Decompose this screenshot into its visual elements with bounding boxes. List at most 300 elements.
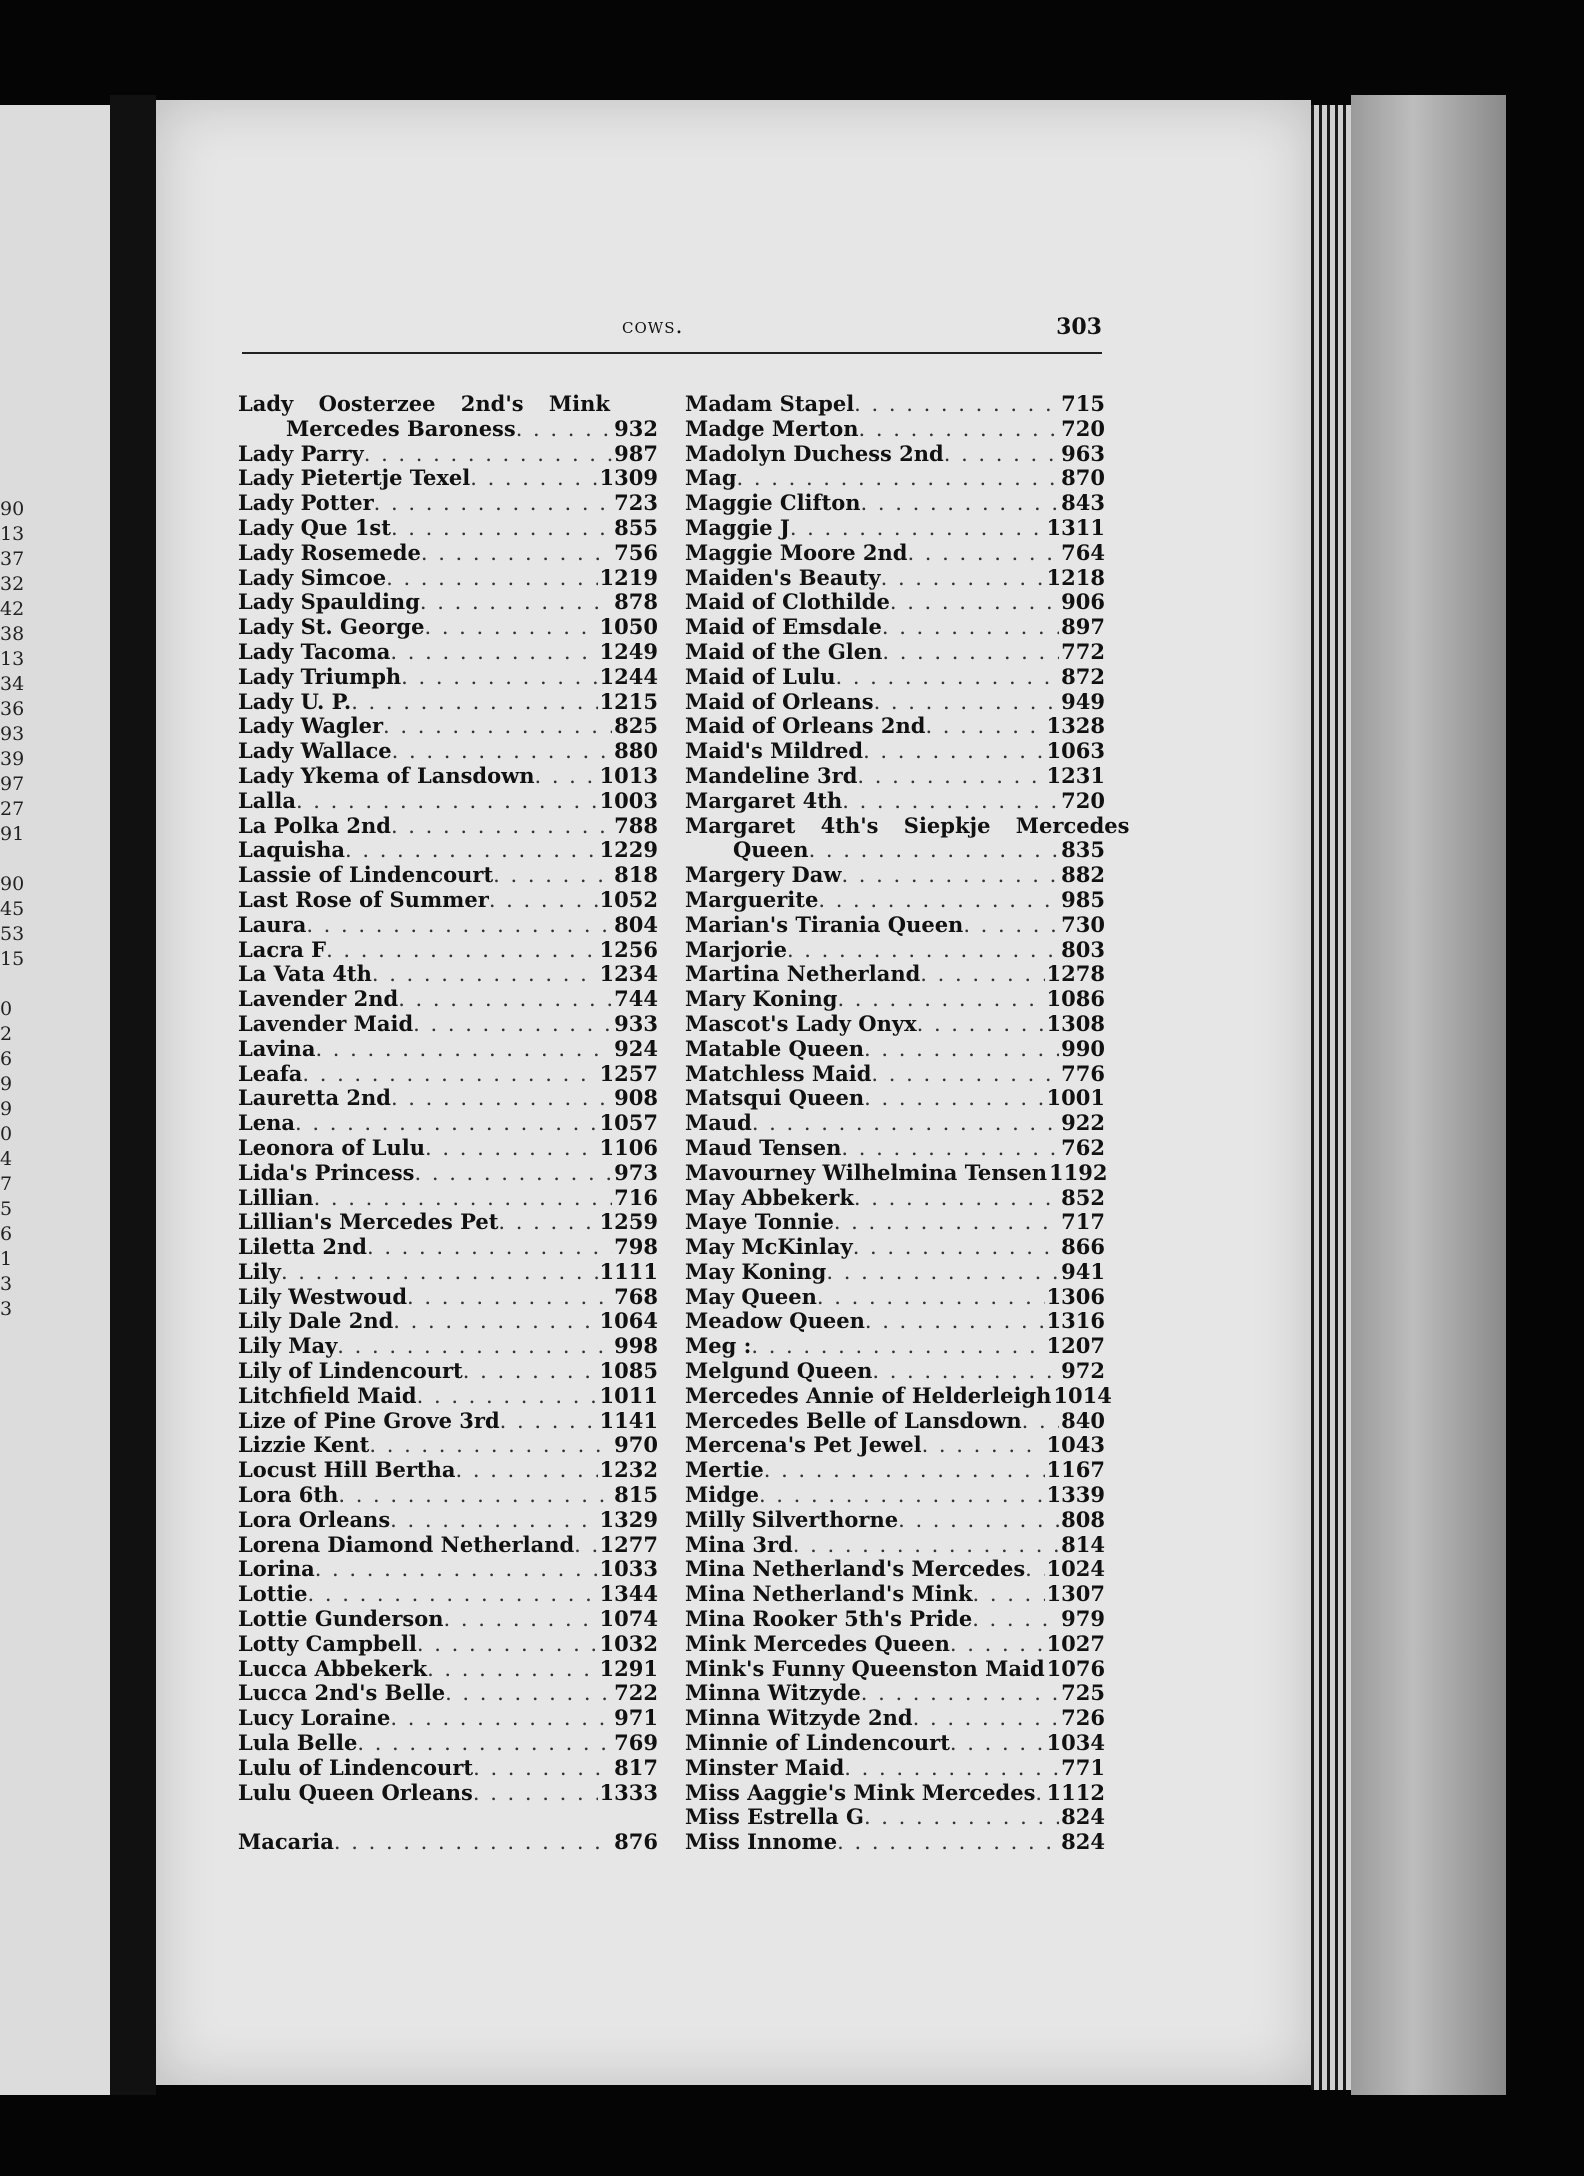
leader-dots [390,1706,612,1731]
leader-dots [809,838,1060,863]
index-entry [238,1086,658,1111]
index-entry [238,1533,658,1558]
entry-name: Lacra F [238,936,327,962]
leader-dots [882,640,1059,665]
index-entry [685,442,1105,467]
margin-number: 36 [0,698,25,720]
entry-name: Lady Rosemede [238,539,421,565]
entry-name: Lavender Maid [238,1010,414,1036]
entry-number: 1003 [599,787,658,813]
index-entry [685,1136,1105,1161]
index-entry [238,1062,658,1087]
leader-dots [315,1557,598,1582]
index-entry [685,938,1105,963]
index-entry [685,1409,1105,1434]
index-entry [238,1632,658,1657]
margin-gap [0,847,40,872]
entry-number: 715 [1061,391,1105,416]
leader-dots [425,1136,598,1161]
leader-dots [874,690,1060,715]
entry-number: 1111 [599,1258,658,1284]
margin-number: 38 [0,623,25,645]
entry-name: Queen [733,837,809,863]
index-entry [238,1657,658,1682]
entry-number: 990 [1061,1035,1105,1061]
entry-name: Laquisha [238,837,345,863]
entry-name: Lady Triumph [238,663,402,689]
entry-number: 835 [1061,837,1105,863]
index-entry [238,888,658,913]
index-entry [685,1260,1105,1285]
entry-number: 906 [1061,589,1105,615]
index-entry [238,913,658,938]
index-entry [685,690,1105,715]
leader-dots [407,1285,612,1310]
entry-name: Minster Maid [685,1754,845,1780]
index-entry [685,566,1105,591]
entry-name: Lady Potter [238,490,374,516]
page-number: 303 [1056,314,1102,340]
index-entry [238,1161,658,1186]
leader-dots [369,1433,612,1458]
index-entry [238,1781,658,1806]
entry-number: 1259 [599,1209,658,1235]
index-entry [238,392,658,417]
entry-name: Meg : [685,1333,752,1359]
margin-number: 90 [0,873,25,895]
entry-number: 1207 [1046,1333,1105,1359]
entry-name: Minna Witzyde [685,1680,861,1706]
margin-number: 91 [0,823,25,845]
book-spine [110,95,156,2095]
index-entry [685,1334,1105,1359]
entry-number: 1291 [599,1655,658,1681]
leader-dots [818,888,1059,913]
entry-number: 720 [1061,787,1105,813]
index-entry [685,1159,1108,1186]
entry-number: 803 [1061,936,1105,962]
entry-name: Lottie Gunderson [238,1606,444,1632]
entry-number: 1024 [1046,1556,1105,1582]
entry-name: Mink's Funny Queenston Maid [685,1655,1045,1681]
entry-name: Lavina [238,1035,316,1061]
entry-number: 866 [1061,1234,1105,1260]
leader-dots [751,1334,1044,1359]
entry-name: Matable Queen [685,1035,865,1061]
entry-name: Lottie [238,1581,308,1607]
entry-number: 1192 [1049,1159,1108,1185]
leader-dots [386,566,597,591]
leader-dots [1025,1557,1044,1582]
entry-name: Margaret 4th [685,787,843,813]
entry-name: Madam Stapel [685,391,855,416]
leader-dots [917,1012,1045,1037]
entry-name: Marian's Tirania Queen [685,911,964,937]
entry-name: Lady Oosterzee 2nd's Mink [238,391,610,416]
leader-dots [973,1582,1045,1607]
entry-name: Mandeline 3rd [685,762,858,788]
leader-dots [922,1433,1045,1458]
leader-dots [837,987,1044,1012]
leader-dots [391,814,612,839]
entry-number: 1316 [1046,1308,1105,1334]
margin-number: 5 [0,1198,13,1220]
entry-name: Lily May [238,1333,338,1359]
entry-name: Maid of Emsdale [685,614,882,640]
entry-number: 1219 [599,564,658,590]
margin-number: 15 [0,948,25,970]
leader-dots [857,764,1044,789]
index-entry [238,1136,658,1161]
entry-name: Mina Rooker 5th's Pride [685,1606,973,1632]
margin-number: 1 [0,1248,13,1270]
margin-number: 4 [0,1148,13,1170]
entry-name: Mercedes Annie of Helderleigh [685,1382,1052,1408]
margin-number: 53 [0,923,25,945]
entry-number: 726 [1061,1705,1105,1731]
margin-number: 6 [0,1223,13,1245]
entry-name: Lucca 2nd's Belle [238,1680,446,1706]
leader-dots [295,1111,598,1136]
entry-name: Lassie of Lindencourt [238,862,494,888]
entry-name: Maid of Orleans 2nd [685,713,926,739]
index-entry [685,1632,1105,1657]
entry-number: 818 [614,862,658,888]
leader-dots [393,1309,597,1334]
index-entry [685,812,1130,839]
entry-name: Mag [685,465,737,491]
leader-dots [413,1012,612,1037]
index-entry [238,714,658,739]
leader-dots [306,913,612,938]
entry-name: Lily Westwoud [238,1283,408,1309]
entry-number: 1234 [599,961,658,987]
entry-name: Lotty Campbell [238,1630,417,1656]
leader-dots [302,1062,597,1087]
index-entry [238,1557,658,1582]
leader-dots [841,863,1059,888]
index-entry [685,466,1105,491]
leader-dots [920,962,1044,987]
entry-number: 1052 [599,886,658,912]
index-entry [685,665,1105,690]
entry-name: Leonora of Lulu [238,1134,426,1160]
entry-number: 922 [1061,1110,1105,1136]
leader-dots [326,938,597,963]
entry-name: Lorina [238,1556,315,1582]
entry-name: Margaret 4th's Siepkje Mercedes [685,812,1130,838]
entry-number: 998 [614,1333,658,1359]
leader-dots [398,987,612,1012]
leader-dots [863,739,1044,764]
book-cover-edge [1351,95,1506,2095]
entry-name: Lady Que 1st [238,514,391,540]
leader-dots [837,1830,1059,1855]
index-entry [685,541,1105,566]
index-entry [685,863,1105,888]
index-entry [685,764,1105,789]
leader-dots [1022,1409,1060,1434]
entry-name: Mavourney Wilhelmina Tensen [685,1159,1047,1185]
index-entry [685,962,1105,987]
entry-number: 933 [614,1010,658,1036]
index-entry [685,417,1105,442]
entry-number: 1057 [599,1110,658,1136]
index-entry [685,1210,1105,1235]
entry-name: Maid of the Glen [685,638,883,664]
index-entry [685,392,1105,417]
entry-name: Lorena Diamond Netherland [238,1531,575,1557]
leader-dots [390,640,597,665]
entry-name: Meadow Queen [685,1308,865,1334]
entry-number: 963 [1061,440,1105,466]
entry-name: Lady Spaulding [238,589,420,615]
leader-dots [334,1830,612,1855]
margin-number: 42 [0,598,25,620]
index-column-left [238,392,658,1855]
leader-dots [972,1607,1059,1632]
index-entry [238,466,658,491]
index-entry [685,739,1105,764]
entry-number: 814 [1061,1531,1105,1557]
index-entry [685,615,1105,640]
entry-name: Milly Silverthorne [685,1506,899,1532]
index-entry [685,1359,1105,1384]
index-entry [238,1285,658,1310]
index-entry [685,1111,1105,1136]
index-entry [685,1458,1105,1483]
leader-dots [383,714,612,739]
entry-number: 1311 [1046,514,1105,540]
entry-name: Mina Netherland's Mercedes [685,1556,1026,1582]
entry-name: Lida's Princess [238,1159,415,1185]
entry-number: 1308 [1046,1010,1105,1036]
index-entry [238,962,658,987]
leader-dots [963,913,1059,938]
margin-gap [0,972,40,997]
leader-dots [417,1384,598,1409]
entry-number: 1011 [599,1382,658,1408]
index-entry [685,1533,1105,1558]
index-entry [685,888,1105,913]
entry-number: 897 [1061,614,1105,640]
entry-name: Lora Orleans [238,1506,391,1532]
leader-dots [308,1582,598,1607]
margin-number: 6 [0,1048,13,1070]
leader-dots [401,665,597,690]
entry-name: Lora 6th [238,1482,339,1508]
entry-number: 972 [1061,1358,1105,1384]
entry-name: Mercedes Belle of Lansdown [685,1407,1022,1433]
entry-name: Lady Pietertje Texel [238,465,471,491]
entry-name: Madolyn Duchess 2nd [685,440,944,466]
index-entry [238,1260,658,1285]
entry-number: 1034 [1046,1730,1105,1756]
entry-name: Madge Merton [685,415,859,441]
leader-dots [844,1756,1059,1781]
entry-number: 1218 [1046,564,1105,590]
index-entry [238,1830,658,1855]
leader-dots [281,1260,598,1285]
index-entry [685,1309,1105,1334]
margin-number: 7 [0,1173,13,1195]
entry-name: Lulu of Lindencourt [238,1754,474,1780]
entry-name: Miss Aaggie's Mink Mercedes [685,1779,1036,1805]
index-entry [238,1012,658,1037]
entry-name: Locust Hill Bertha [238,1457,456,1483]
index-entry [238,1235,658,1260]
leader-dots [854,392,1059,417]
entry-name: Matsqui Queen [685,1085,865,1111]
leader-dots [415,1161,613,1186]
entry-name: Maud Tensen [685,1134,842,1160]
entry-number: 1339 [1046,1482,1105,1508]
leader-dots [881,566,1045,591]
entry-number: 1328 [1046,713,1105,739]
leader-dots [493,863,612,888]
leader-dots [392,739,613,764]
leader-dots [752,1111,1059,1136]
leader-dots [890,590,1059,615]
entry-name: Minnie of Lindencourt [685,1730,950,1756]
leader-dots [427,1657,597,1682]
leader-dots [882,615,1059,640]
entry-number: 762 [1061,1134,1105,1160]
leader-dots [865,1309,1045,1334]
entry-number: 1027 [1046,1630,1105,1656]
entry-number: 744 [614,986,658,1012]
entry-name: Lady Simcoe [238,564,387,590]
index-entry [238,1334,658,1359]
entry-number: 1232 [599,1457,658,1483]
index-entry [685,1830,1105,1855]
entry-number: 1043 [1046,1432,1105,1458]
leader-dots [315,1037,612,1062]
entry-name: Lena [238,1110,296,1136]
entry-name: Last Rose of Summer [238,886,489,912]
index-entry [238,1607,658,1632]
margin-number: 3 [0,1298,13,1320]
facing-page [0,105,110,2095]
leader-dots [470,466,597,491]
entry-name: Lucy Loraine [238,1705,391,1731]
entry-number: 852 [1061,1184,1105,1210]
leader-dots [367,1235,612,1260]
index-entry [685,1582,1105,1607]
leader-dots [841,1136,1059,1161]
entry-name: Lillian [238,1184,314,1210]
leader-dots [913,1706,1060,1731]
entry-name: Lulu Queen Orleans [238,1779,473,1805]
entry-name: Lauretta 2nd [238,1085,391,1111]
leader-dots [853,1235,1059,1260]
entry-number: 1001 [1046,1085,1105,1111]
index-entry [685,1681,1105,1706]
leader-dots [764,1458,1045,1483]
entry-number: 817 [614,1754,658,1780]
index-entry [238,938,658,963]
entry-name: Lize of Pine Grove 3rd [238,1407,500,1433]
leader-dots [871,1062,1059,1087]
leader-dots [925,714,1044,739]
entry-name: Miss Innome [685,1829,838,1855]
entry-number: 720 [1061,415,1105,441]
leader-dots [826,1260,1059,1285]
entry-number: 730 [1061,911,1105,937]
entry-number: 880 [614,738,658,764]
entry-number: 756 [614,539,658,565]
entry-number: 808 [1061,1506,1105,1532]
entry-name: Midge [685,1482,759,1508]
index-entry [685,838,1105,863]
entry-name: Mascot's Lady Onyx [685,1010,917,1036]
index-entry [238,1681,658,1706]
leader-dots [391,516,612,541]
leader-dots [357,1731,612,1756]
leader-dots [835,665,1059,690]
entry-name: Maid of Clothilde [685,589,890,615]
entry-number: 1033 [599,1556,658,1582]
index-entry [238,863,658,888]
entry-name: Mina Netherland's Mink [685,1581,973,1607]
index-entry [238,764,658,789]
entry-number: 1076 [1046,1655,1106,1681]
entry-name: Martina Netherland [685,961,921,987]
entry-number: 1277 [599,1531,658,1557]
entry-number: 1063 [1046,738,1105,764]
entry-name: Lily Dale 2nd [238,1308,394,1334]
index-entry [685,1557,1105,1582]
margin-number: 34 [0,673,25,695]
entry-name: May Abbekerk [685,1184,854,1210]
index-entry [685,1235,1105,1260]
entry-name: Lula Belle [238,1730,358,1756]
leader-dots [864,1086,1044,1111]
index-entry [238,442,658,467]
index-entry [238,1508,658,1533]
entry-number: 725 [1061,1680,1105,1706]
entry-number: 1014 [1053,1382,1112,1408]
entry-number: 973 [614,1159,658,1185]
leader-dots [421,541,612,566]
index-entry [238,814,658,839]
page-edges [1311,105,1351,2090]
entry-number: 878 [614,589,658,615]
leader-dots [872,1359,1059,1384]
leader-dots [950,1731,1045,1756]
entry-name: Marguerite [685,886,819,912]
index-entry [685,1062,1105,1087]
index-entry [238,987,658,1012]
index-entry [685,1756,1105,1781]
entry-number: 723 [614,490,658,516]
leader-dots [834,1210,1059,1235]
index-entry [238,491,658,516]
entry-number: 1074 [599,1606,658,1632]
index-entry [238,1359,658,1384]
entry-number: 804 [614,911,658,937]
entry-number: 882 [1061,862,1105,888]
entry-name: Minna Witzyde 2nd [685,1705,913,1731]
leader-dots [898,1508,1059,1533]
leader-dots [372,962,598,987]
leader-dots [351,690,597,715]
margin-number: 37 [0,548,25,570]
entry-number: 1141 [599,1407,658,1433]
margin-number: 97 [0,773,25,795]
index-entry [685,1805,1105,1830]
entry-number: 949 [1061,688,1105,714]
